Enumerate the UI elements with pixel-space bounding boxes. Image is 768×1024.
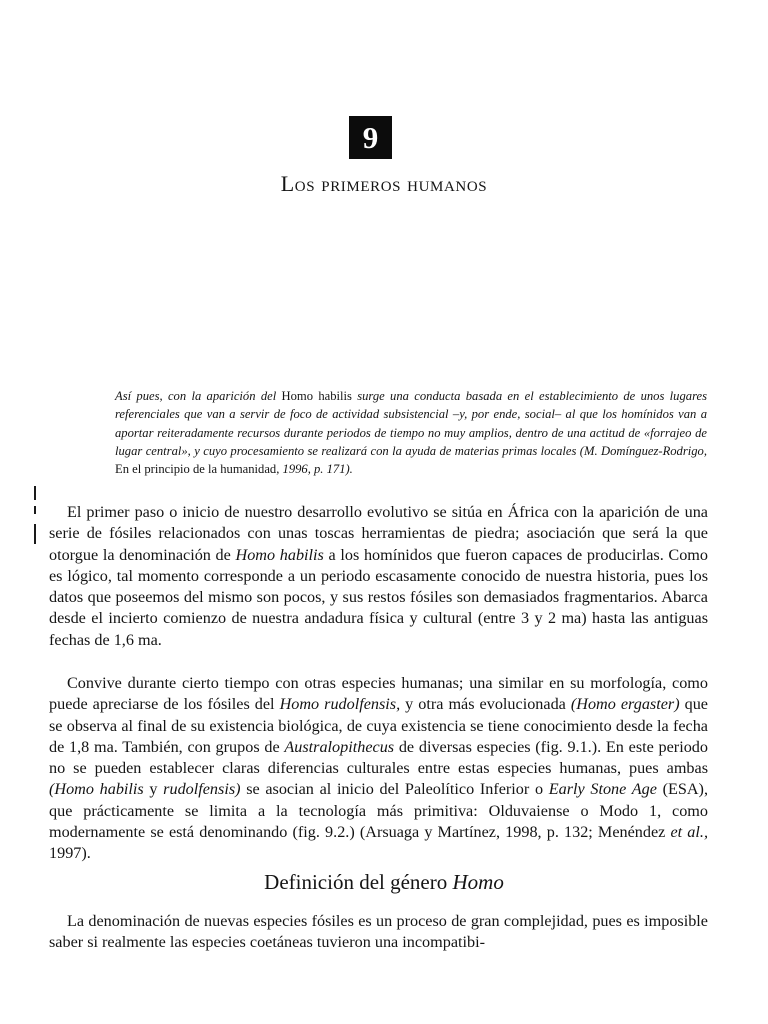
margin-mark	[34, 506, 36, 514]
chapter-number: 9	[362, 119, 379, 155]
para2-italic-1: Homo rudolfensis,	[279, 695, 401, 714]
epigraph-citation-author: (M. Domínguez-Rodrigo,	[576, 443, 707, 458]
para2-text-2: y otra más evolucionada	[400, 695, 571, 714]
margin-mark	[34, 486, 36, 500]
epigraph-citation-year: 1996, p. 171).	[279, 462, 353, 477]
para2-text-1: Convive durante cierto tiempo con otras especies humanas; una similar en su morfología, como puede apreciarse de los fósiles del	[49, 674, 708, 714]
para1-text-1: El primer paso o inicio de nuestro desarrollo evolutivo se sitúa en África con la aparición de una serie de fósiles relacionados con unas toscas herramientas de piedra; asociación que será la que otorgue la denominación de	[49, 503, 708, 564]
para2-italic-2: (Homo ergaster)	[570, 695, 680, 714]
section-heading-italic: Homo	[452, 870, 504, 894]
para2-italic-7: et al.,	[670, 823, 708, 842]
para2-text-7: (ESA), que prácticamente se limita a la tecnología más primitiva: Olduvaiense o Modo 1, como modernamente se está denominando (fig. 9.2.) (Arsuaga y Martínez, 1998, p. 132; Menéndez	[49, 780, 708, 842]
para2-text-3: que se observa al final de su existencia biológica, de cuya existencia se tiene conocimiento desde la fecha de 1,8 ma. También, con grupos de	[49, 695, 708, 756]
para2-text-8: 1997).	[49, 844, 91, 863]
body-paragraph-2	[49, 673, 708, 865]
para2-italic-3: Australopithecus	[284, 737, 395, 756]
para2-italic-5: rudolfensis)	[163, 780, 241, 799]
body-paragraph-1	[49, 502, 708, 651]
chapter-number-badge	[349, 116, 392, 159]
para1-italic-1: Homo habilis	[235, 545, 324, 564]
margin-mark	[34, 524, 36, 544]
body-paragraph-3: La denominación de nuevas especies fósiles es un proceso de gran complejidad, pues es imposible saber si realmente las especies coetáneas tuvieron una incompatibi-	[49, 912, 708, 952]
epigraph-quote	[115, 387, 707, 478]
para2-text-5: y	[143, 780, 164, 799]
section-heading	[0, 870, 768, 895]
para2-text-6: se asocian al inicio del Paleolítico Inferior o	[240, 780, 549, 799]
epigraph-citation-book: En el principio de la humanidad,	[115, 462, 280, 477]
epigraph-text-1: Así pues, con la aparición del	[115, 389, 282, 403]
para2-text-4: de diversas especies (fig. 9.1.). En este periodo no se pueden establecer claras diferencias culturales entre estas especies humanas, pues ambas	[49, 737, 708, 778]
chapter-title: Los primeros humanos	[280, 171, 488, 196]
epigraph-species-name: Homo habilis	[281, 389, 352, 403]
para2-italic-6: Early Stone Age	[548, 780, 657, 799]
section-heading-text: Definición del género	[264, 870, 453, 894]
epigraph-text-2: surge una conducta basada en el establecimiento de unos lugares referenciales que van a servir de foco de actividad subsistencial –y, por ende, social– al que los homínidos van a aportar reiteradamente recursos durante periodos de tiempo no muy amplios, dentro de una actitud de «forrajeo de lugar central», y cuyo procesamiento se realizará con la ayuda de materias primas locales	[115, 389, 707, 458]
para1-text-2: a los homínidos que fueron capaces de producirlas. Como es lógico, tal momento corresponde a un periodo escasamente conocido de nuestra historia, pues los datos que poseemos del mismo son pocos, y sus restos fósiles son demasiados fragmentarios. Abarca desde el incierto comienzo de nuestra andadura física y cultural (entre 3 y 2 ma) hasta las antiguas fechas de 1,6 ma.	[49, 545, 708, 649]
para2-italic-4: (Homo habilis	[49, 780, 144, 799]
